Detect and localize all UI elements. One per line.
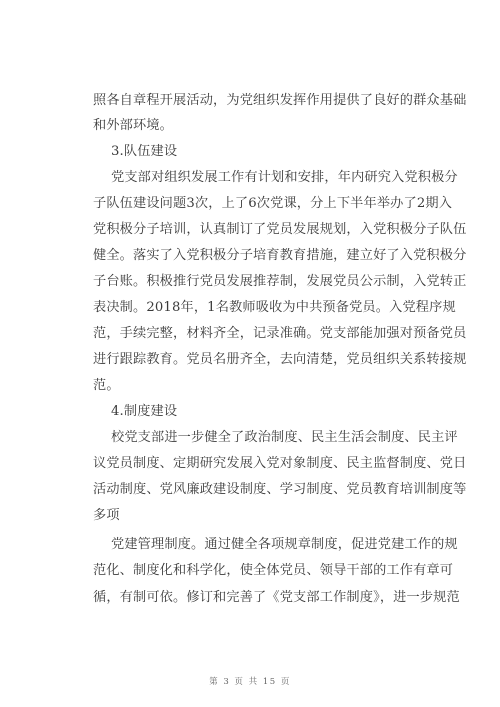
section-heading-3: 3.队伍建设: [111, 144, 178, 159]
text-line-14: 校党支部进一步健全了政治制度、民主生活会制度、民主评: [111, 430, 458, 445]
text-line-20: 循，有制可依。修订和完善了《党支部工作制度》，进一步规范: [93, 590, 460, 605]
text-line-12: 范。: [93, 378, 120, 393]
text-line-16: 活动制度、党风廉政建设制度、学习制度、党员教育培训制度等: [93, 482, 467, 497]
text-line-4: 党支部对组织发展工作有计划和安排，年内研究入党积极分: [111, 170, 458, 185]
text-line-10: 范，手续完整，材料齐全，记录准确。党支部能加强对预备党员: [93, 326, 467, 341]
text-line-8: 子台账。积极推行党员发展推荐制，发展党员公示制，入党转正: [93, 274, 467, 289]
text-line-5: 子队伍建设问题3次，上了6次党课，分上下半年举办了2期入: [93, 196, 453, 211]
text-line-7: 健全。落实了入党积极分子培育教育措施，建立好了入党积极分: [93, 248, 467, 263]
text-line-6: 党积极分子培训，认真制订了党员发展规划，入党积极分子队伍: [93, 222, 467, 237]
text-line-19: 范化、制度化和科学化，使全体党员、领导干部的工作有章可: [93, 563, 454, 578]
text-line-9: 表决制。2018年，1名教师吸收为中共预备党员。入党程序规: [93, 300, 456, 315]
section-heading-4: 4.制度建设: [111, 404, 178, 419]
text-line-15: 议党员制度、定期研究发展入党对象制度、民主监督制度、党日: [93, 456, 467, 471]
text-line-2: 和外部环境。: [93, 118, 174, 133]
text-line-1: 照各自章程开展活动，为党组织发挥作用提供了良好的群众基础: [93, 93, 467, 108]
text-line-18: 党建管理制度。通过健全各项规章制度，促进党建工作的规: [111, 537, 458, 552]
text-line-11: 进行跟踪教育。党员名册齐全，去向清楚，党员组织关系转接规: [93, 352, 467, 367]
text-line-17: 多项: [93, 508, 120, 523]
page-footer: 第 3 页 共 15 页: [209, 677, 291, 687]
